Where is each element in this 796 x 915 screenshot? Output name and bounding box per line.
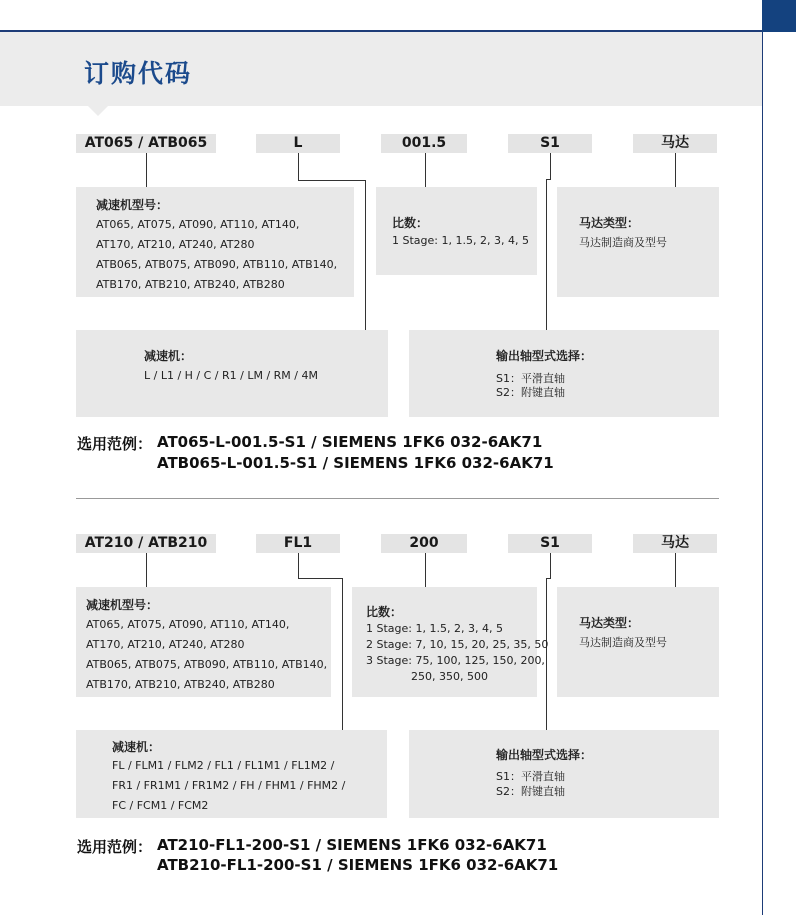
code-ratio: 200 [381,534,467,553]
connector-shaft-c [546,179,547,330]
mount-box-heading: 减速机： [144,349,193,363]
shaft-box [409,330,719,417]
connector-ratio [425,553,426,587]
code-shaft: S1 [508,534,592,553]
motor-line: 马达制造商及型号 [579,636,667,649]
motor-box [557,187,719,297]
shaft-line: S2：附键直轴 [496,386,565,399]
code-mount: L [256,134,340,153]
mount-box-heading: 减速机： [112,740,161,754]
ratio-line: 1 Stage: 1, 1.5, 2, 3, 4, 5 [366,622,503,635]
connector-motor [675,153,676,187]
shaft-box [409,730,719,818]
ratio-line: 250, 350, 500 [411,670,488,683]
mount-line: FR1 / FR1M1 / FR1M2 / FH / FHM1 / FHM2 / [112,779,346,792]
mount-box [76,730,387,818]
motor-line: 马达制造商及型号 [579,236,667,249]
connector-model [146,553,147,587]
section-divider [76,498,719,499]
model-line: AT170, AT210, AT240, AT280 [86,638,245,651]
connector-mount-b [298,578,342,579]
connector-shaft-c [546,578,547,730]
ratio-box-heading: 比数： [366,605,403,619]
ratio-box [376,187,537,275]
shaft-box-heading: 输出轴型式选择： [496,748,593,762]
shaft-line: S1：平滑直轴 [496,372,565,385]
page-title: 订购代码 [84,59,193,88]
model-line: ATB170, ATB210, ATB240, ATB280 [86,678,275,691]
model-box-heading: 减速机型号： [86,598,159,612]
example-1: AT065-L-001.5-S1 / SIEMENS 1FK6 032-6AK71 [157,433,543,451]
mount-line: FC / FCM1 / FCM2 [112,799,209,812]
model-line: AT170, AT210, AT240, AT280 [96,238,255,251]
model-box [76,187,354,297]
code-model: AT210 / ATB210 [76,534,216,553]
ratio-box-heading: 比数： [392,216,429,230]
motor-box-heading: 马达类型： [579,616,640,630]
model-line: ATB170, ATB210, ATB240, ATB280 [96,278,285,291]
connector-shaft-a [550,553,551,578]
ratio-line: 3 Stage: 75, 100, 125, 150, 200, [366,654,545,667]
model-line: AT065, AT075, AT090, AT110, AT140, [86,618,290,631]
code-shaft: S1 [508,134,592,153]
shaft-line: S1：平滑直轴 [496,770,565,783]
code-motor: 马达 [633,134,717,153]
motor-box [557,587,719,697]
model-box-heading: 减速机型号： [96,198,169,212]
example-label: 选用范例： [77,435,153,453]
model-box [76,587,331,697]
connector-mount-a [298,153,299,180]
connector-mount-c [365,180,366,330]
ratio-line: 2 Stage: 7, 10, 15, 20, 25, 35, 50 [366,638,549,651]
ratio-line: 1 Stage: 1, 1.5, 2, 3, 4, 5 [392,234,529,247]
corner-tab [762,0,796,32]
code-mount: FL1 [256,534,340,553]
motor-box-heading: 马达类型： [579,216,640,230]
code-motor: 马达 [633,534,717,553]
connector-mount-b [298,180,365,181]
connector-ratio [425,153,426,187]
example-2: ATB065-L-001.5-S1 / SIEMENS 1FK6 032-6AK71 [157,454,554,472]
model-line: ATB065, ATB075, ATB090, ATB110, ATB140, [96,258,338,271]
connector-mount-a [298,553,299,578]
connector-model [146,153,147,187]
ratio-box [352,587,549,697]
shaft-line: S2：附键直轴 [496,785,565,798]
example-1: AT210-FL1-200-S1 / SIEMENS 1FK6 032-6AK71 [157,836,547,854]
model-line: AT065, AT075, AT090, AT110, AT140, [96,218,300,231]
example-2: ATB210-FL1-200-S1 / SIEMENS 1FK6 032-6AK71 [157,856,559,874]
side-rule [762,32,763,915]
shaft-box-heading: 输出轴型式选择： [496,349,593,363]
code-ratio: 001.5 [381,134,467,153]
example-label: 选用范例： [77,838,153,856]
code-model: AT065 / ATB065 [76,134,216,153]
connector-shaft-a [550,153,551,179]
banner-notch [88,106,108,116]
mount-line: L / L1 / H / C / R1 / LM / RM / 4M [144,369,318,382]
model-line: ATB065, ATB075, ATB090, ATB110, ATB140, [86,658,328,671]
mount-box [76,330,388,417]
mount-line: FL / FLM1 / FLM2 / FL1 / FL1M1 / FL1M2 / [112,759,335,772]
connector-motor [675,553,676,587]
connector-mount-c [342,578,343,730]
